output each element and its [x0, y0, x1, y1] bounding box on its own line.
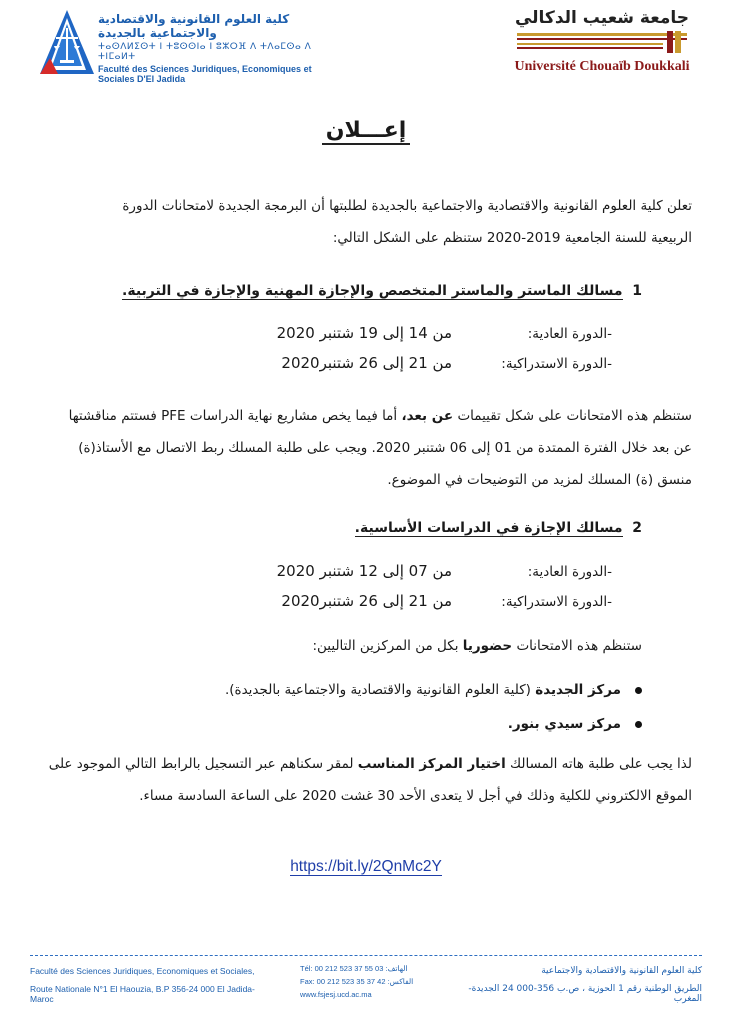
footer-address-arabic: كلية العلوم القانونية والاقتصادية والاجتماعية الطريق الوطنية رقم 1 الحوزية ، ص.ب 356-000 24 الجديدة-المغرب	[468, 966, 702, 1004]
university-logo-bars	[517, 31, 687, 53]
ordinary-session-dates: من 07 إلى 12 شتنبر 2020	[276, 562, 452, 580]
center-list-item-2: مركز سيدي بنور.	[82, 716, 642, 732]
section-2-makeup-session	[112, 592, 612, 610]
section-2-ordinary-session	[112, 562, 612, 580]
center-list-item-1: مركز الجديدة (كلية العلوم القانونية والاقتصادية والاجتماعية بالجديدة).	[82, 682, 642, 698]
section-1-makeup-session	[112, 354, 612, 372]
note-line-3: منسق (ة) المسلك لمزيد من التوضيحات في الموضوع.	[387, 472, 692, 488]
section-1-title	[122, 283, 642, 299]
university-name-french: Université Chouaïb Doukkali	[514, 59, 690, 74]
section-2-number: 2	[632, 520, 642, 536]
faculty-logo	[38, 8, 96, 76]
makeup-session-label: -الدورة الاستدراكية:	[501, 594, 612, 610]
intro-line-2: الربيعية للسنة الجامعية 2019-2020 ستنظم على الشكل التالي:	[332, 230, 692, 246]
note-line-1: ستنظم هذه الامتحانات على شكل تقييمات عن بعد، أما فيما يخص مشاريع نهاية الدراسات PFE فستتم مناقشتها	[68, 408, 692, 424]
makeup-session-label: -الدورة الاستدراكية:	[501, 356, 612, 372]
intro-line-1: تعلن كلية العلوم القانونية والاقتصادية والاجتماعية بالجديدة لطلبتها أن البرمجة الجديدة لامتحانات الدورة	[122, 198, 692, 214]
faculty-name-arabic: كلية العلوم القانونية والاقتصادية والاجتماعية بالجديدة	[98, 12, 290, 40]
section-2-title	[355, 520, 642, 536]
university-logo-block	[512, 8, 692, 75]
intro-paragraph	[32, 190, 692, 254]
footer-divider	[30, 955, 702, 956]
section-1-ordinary-session	[112, 324, 612, 342]
university-name-arabic: جامعة شعيب الدكالي	[514, 8, 690, 28]
note-line-2: عن بعد خلال الفترة الممتدة من 01 إلى 06 شتنبر 2020. ويجب على طلبة المسلك ربط الاتصال مع الأستاذ(ة)	[78, 440, 692, 456]
ordinary-session-label: -الدورة العادية:	[527, 326, 612, 342]
page-title: إعـــلان	[0, 118, 732, 143]
section-1-number: 1	[632, 283, 642, 299]
faculty-name-french: Faculté des Sciences Juridiques, Economiques et Sociales D'El Jadida	[98, 64, 312, 84]
bullet-icon	[635, 687, 642, 694]
section-1-note	[32, 400, 692, 496]
bullet-icon	[635, 721, 642, 728]
faculty-name-block	[98, 12, 328, 84]
closing-paragraph	[32, 748, 692, 812]
footer-contact: Tél: 00 212 523 37 55 03 :الهاتف Fax: 00 212 523 35 37 42 :الفاكس www.fsjesj.ucd.ac.ma	[300, 964, 414, 999]
section-2-title-text: مسالك الإجازة في الدراسات الأساسية.	[354, 520, 623, 536]
footer-address-french: Faculté des Sciences Juridiques, Economiques et Sociales, Route Nationale N°1 El Haouzia, B.P 356-24 000 El Jadida-Maroc	[30, 966, 255, 1004]
makeup-session-dates: من 21 إلى 26 شتنبر2020	[281, 592, 452, 610]
closing-line-1: لذا يجب على طلبة هاته المسالك اختيار المركز المناسب لمقر سكناهم عبر التسجيل بالرابط التالي الموجود على	[48, 756, 692, 772]
closing-line-2: الموقع الالكتروني للكلية وذلك في أجل لا يتعدى الأحد 30 غشت 2020 على الساعة السادسة مساء.	[139, 788, 692, 804]
section-1-title-text: مسالك الماستر والماستر المتخصص والإجازة المهنية والإجازة في التربية.	[122, 283, 623, 299]
makeup-session-dates: من 21 إلى 26 شتنبر2020	[281, 354, 452, 372]
section-2-centers-intro: ستنظم هذه الامتحانات حضوريا بكل من المركزين التاليين:	[312, 638, 642, 654]
registration-link[interactable]: https://bit.ly/2QnMc2Y	[290, 858, 442, 875]
faculty-name-tifinagh: ⵜⴰⵙⴷⵍⵉⵙⵜ ⵏ ⵜⵓⵙⵙⵏⴰ ⵏ ⵓⵣⵔⴼ ⴷ ⵜⴷⴰⵎⵙⴰ ⴷ ⵜⵏⵎⴰⵍⵜ	[98, 42, 312, 62]
ordinary-session-dates: من 14 إلى 19 شتنبر 2020	[276, 324, 452, 342]
ordinary-session-label: -الدورة العادية:	[527, 564, 612, 580]
